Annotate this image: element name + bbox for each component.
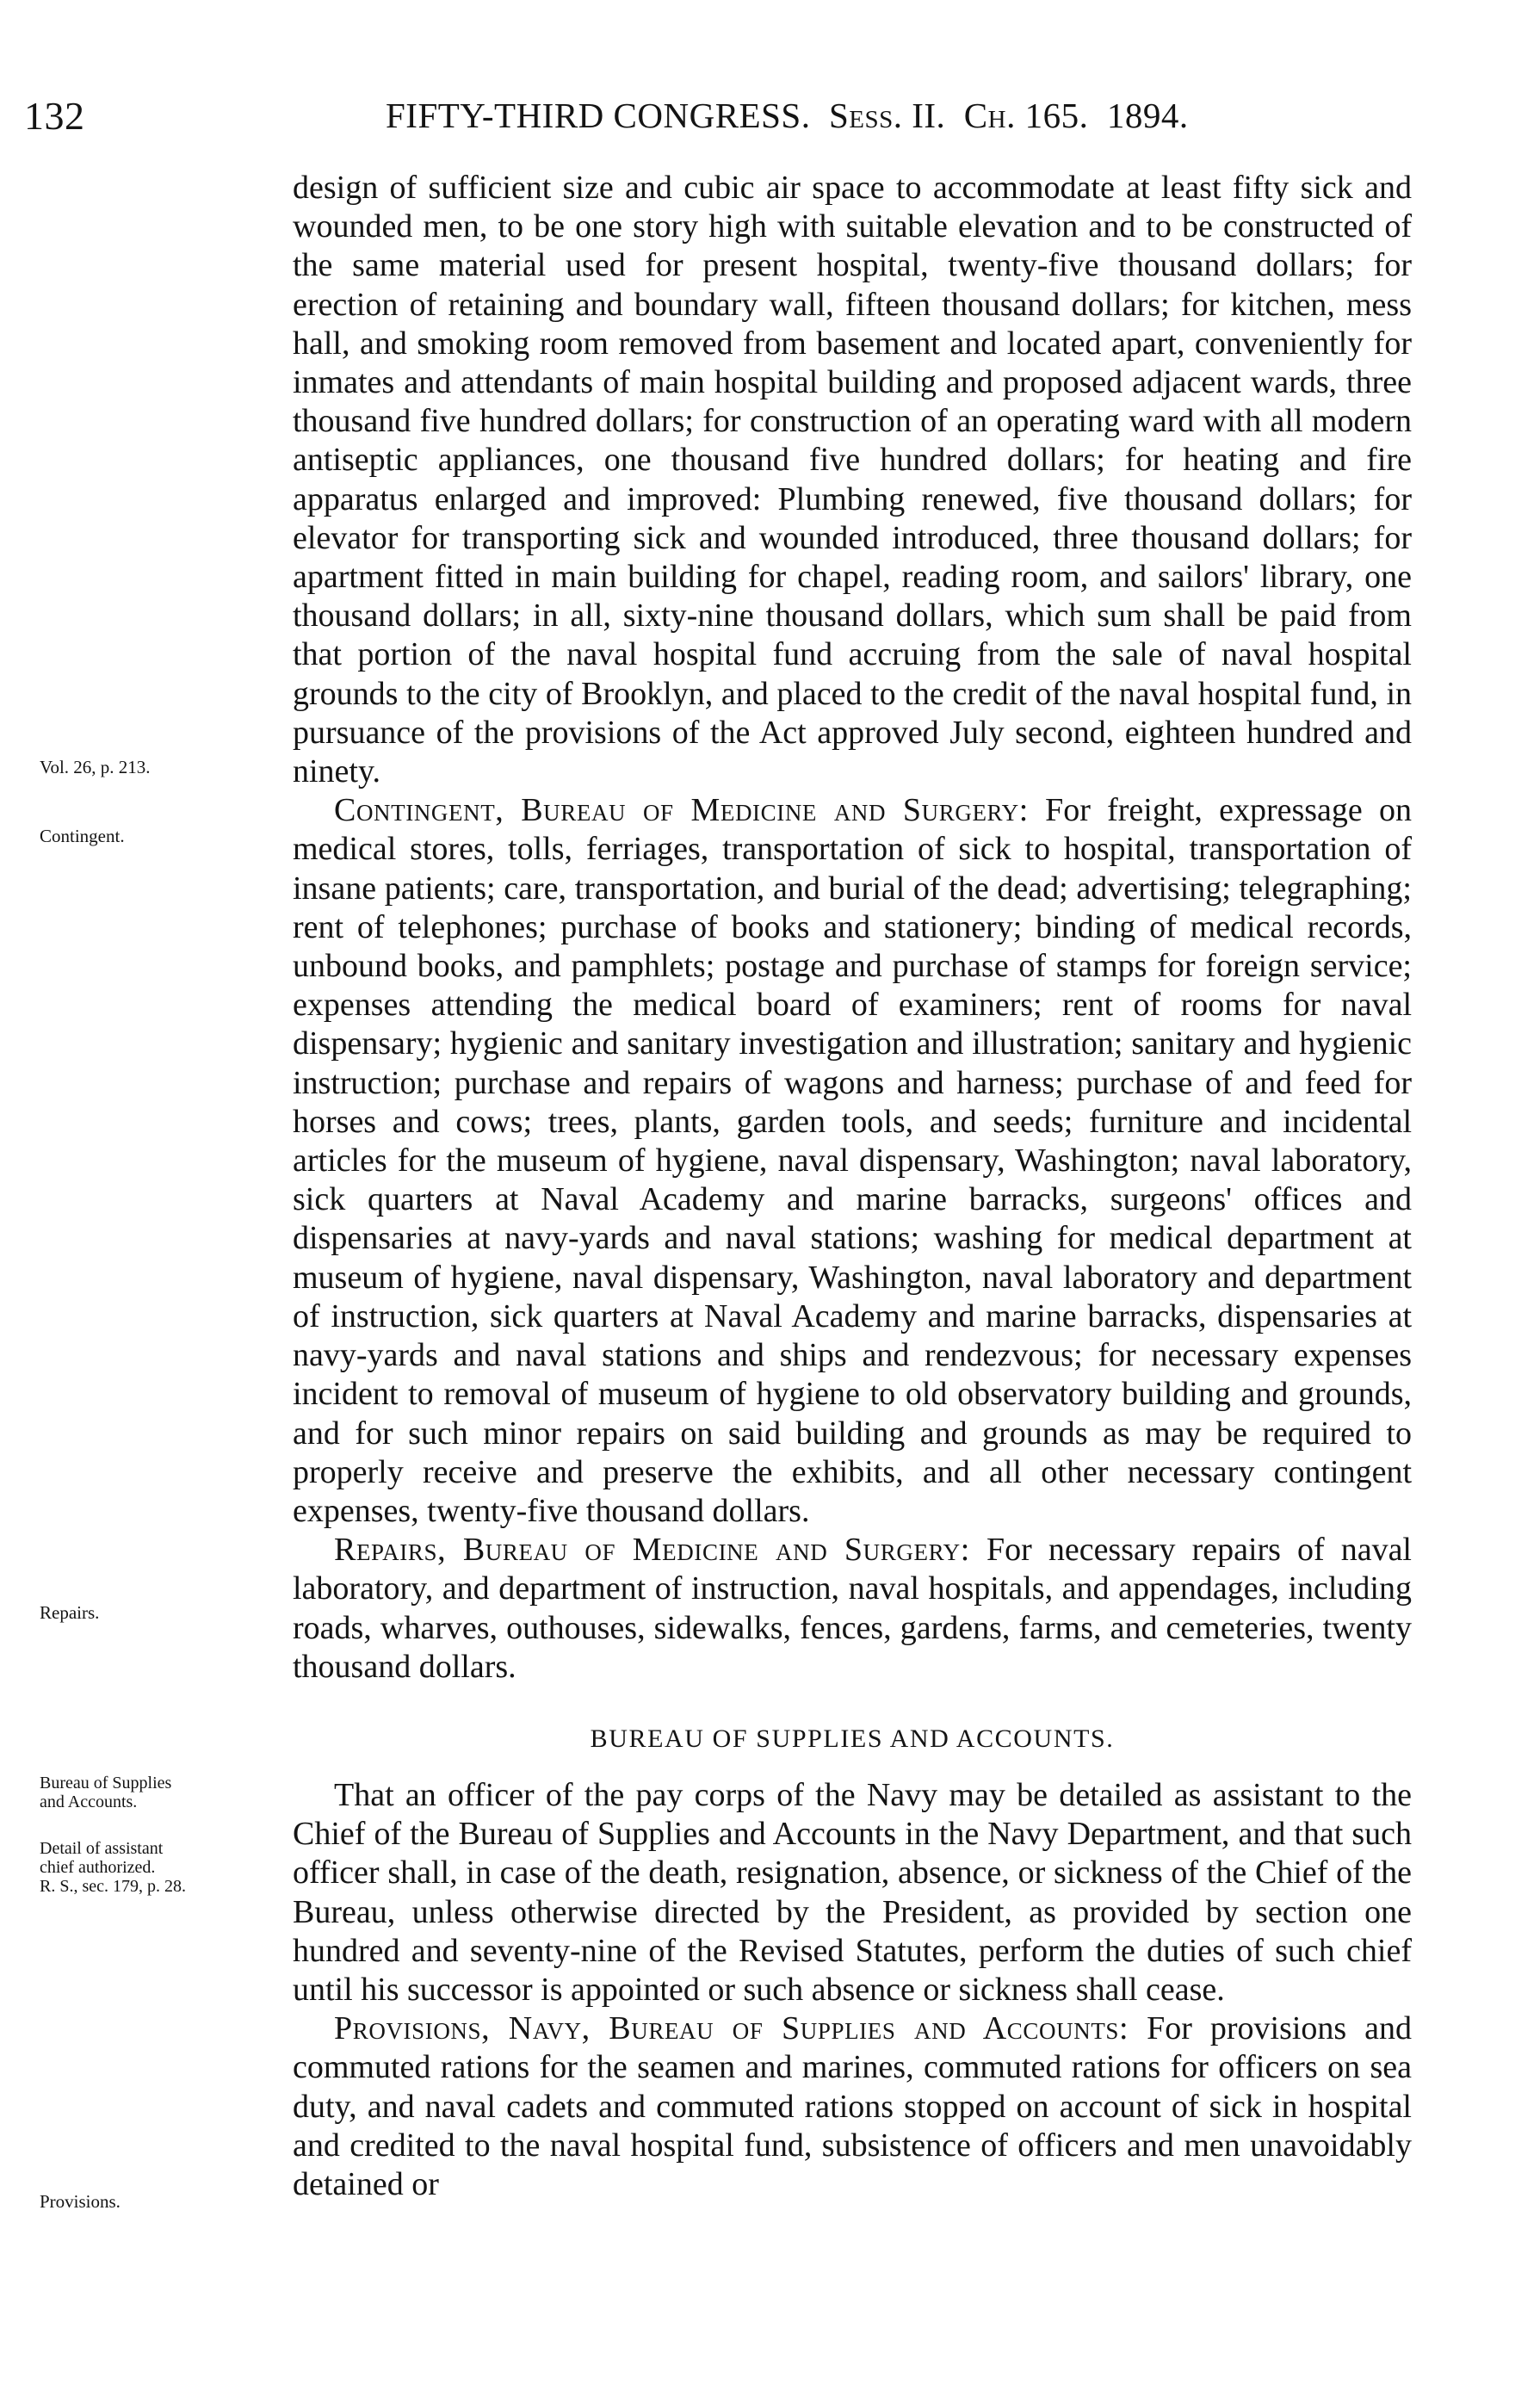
paragraph-hospital: design of sufficient size and cubic air space to accommodate at least fifty sick and wounded men, to be one story high with suitable elevation and to be constructed of the same material used for present hospital, twenty-five thousand dollars; for erection of retaining and boundary wall, fifteen thousand dollars; for kitchen, mess hall, and smoking room removed from basement and located apart, conveniently for inmates and attendants of main hospital building and proposed adjacent wards, three thousand five hundred dollars; for construction of an operating ward with all modern antiseptic appliances, one thousand five hundred dollars; for heating and fire apparatus enlarged and improved: Plumbing renewed, five thousand dollars; for elevator for transporting sick and wounded introduced, three thousand dollars; for apartment fitted in main building for chapel, reading room, and sailors' library, one thousand dollars; in all, sixty-nine thousand dollars, which sum shall be paid from that portion of the naval hospital fund accruing from the sale of naval hospital grounds to the city of Brooklyn, and placed to the credit of the naval hospital fund, in pursuance of the provisions of the Act approved July second, eighteen hundred and ninety.: [293, 170, 1412, 790]
main-text-column: [293, 169, 1412, 2204]
paragraph-repairs-lead: Repairs, Bureau of Medicine and Surgery:: [334, 1532, 970, 1569]
margin-note-provisions: Provisions.: [40, 2191, 121, 2212]
paragraph-contingent-text: For freight, expressage on medical stores, tolls, ferriages, transportation of sick to hospital, transportation of insane patients; care, transportation, and burial of the dead; advertising; telegraphing; rent of telephones; purchase of books and stationery; binding of medical records, unbound books, and pamphlets; postage and purchase of stamps for foreign service; expenses attending the medical board of examiners; rent of rooms for naval dispensary; hygienic and sanitary investigation and illustration; sanitary and hygienic instruction; purchase and repairs of wagons and harness; purchase of and feed for horses and cows; trees, plants, garden tools, and seeds; furniture and incidental articles for the museum of hygiene, naval dispensary, Washington; naval laboratory, sick quarters at Naval Academy and marine barracks, surgeons' offices and dispensaries at navy-yards and naval stations; washing for medical department at museum of hygiene, naval dispensary, Washington, naval laboratory and department of instruction, sick quarters at Naval Academy and marine barracks, dispensaries at navy-yards and naval stations and ships and rendezvous; for necessary expenses incident to removal of museum of hygiene to old observatory building and grounds, and for such minor repairs on said building and grounds as may be required to properly receive and preserve the exhibits, and all other necessary contingent expenses, twenty-five thousand dollars.: [293, 792, 1412, 1529]
chapter-label: Ch. 165.: [963, 96, 1089, 135]
margin-note-detail-line1: Detail of assistant: [40, 1839, 164, 1858]
session-label: Sess. II.: [828, 96, 946, 135]
paragraph-repairs-text: For necessary repairs of naval laboratory, and department of instruction, naval hospitals, and appendages, including roads, wharves, outhouses, sidewalks, fences, gardens, farms, and cemeteries, twenty thousand dollars.: [293, 1532, 1412, 1685]
running-header: [24, 93, 1436, 145]
margin-note-vol-ref: Vol. 26, p. 213.: [40, 757, 151, 777]
margin-note-detail-line2: chief authorized.: [40, 1858, 156, 1877]
margin-note-detail-line3: R. S., sec. 179, p. 28.: [40, 1877, 186, 1896]
paragraph-provisions: [293, 2009, 1412, 2204]
margin-note-bureau-line2: and Accounts.: [40, 1792, 138, 1811]
paragraph-contingent: [293, 791, 1412, 1531]
paragraph-contingent-lead: Contingent, Bureau of Medicine and Surgery:: [334, 792, 1029, 829]
page-number: 132: [24, 94, 85, 138]
running-title: [386, 95, 1189, 136]
congress-title: FIFTY-THIRD CONGRESS.: [386, 96, 811, 135]
paragraph-repairs: [293, 1531, 1412, 1687]
margin-note-repairs: Repairs.: [40, 1602, 100, 1623]
margin-note-detail: [40, 1839, 289, 1896]
margin-note-bureau: [40, 1774, 289, 1811]
margin-note-bureau-line1: Bureau of Supplies: [40, 1774, 172, 1792]
paragraph-provisions-lead: Provisions, Navy, Bureau of Supplies and Accounts:: [334, 2010, 1129, 2047]
margin-note-contingent: Contingent.: [40, 826, 125, 846]
section-heading: BUREAU OF SUPPLIES AND ACCOUNTS.: [590, 1724, 1115, 1753]
paragraph-provisions-text: For provisions and commuted rations for the seamen and marines, commuted rations for officers on sea duty, and naval cadets and commuted rations stopped on account of sick in hospital and credited to the naval hospital fund, subsistence of officers and men unavoidably detained or: [293, 2010, 1413, 2202]
year-label: 1894.: [1106, 96, 1189, 135]
paragraph-detail: That an officer of the pay corps of the Navy may be detailed as assistant to the Chief of the Bureau of Supplies and Accounts in the Navy Department, and that such officer shall, in case of the death, resignation, absence, or sickness of the Chief of the Bureau, unless otherwise directed by the President, as provided by section one hundred and seventy-nine of the Revised Statutes, perform the duties of such chief until his successor is appointed or such absence or sickness shall cease.: [293, 1776, 1412, 2008]
